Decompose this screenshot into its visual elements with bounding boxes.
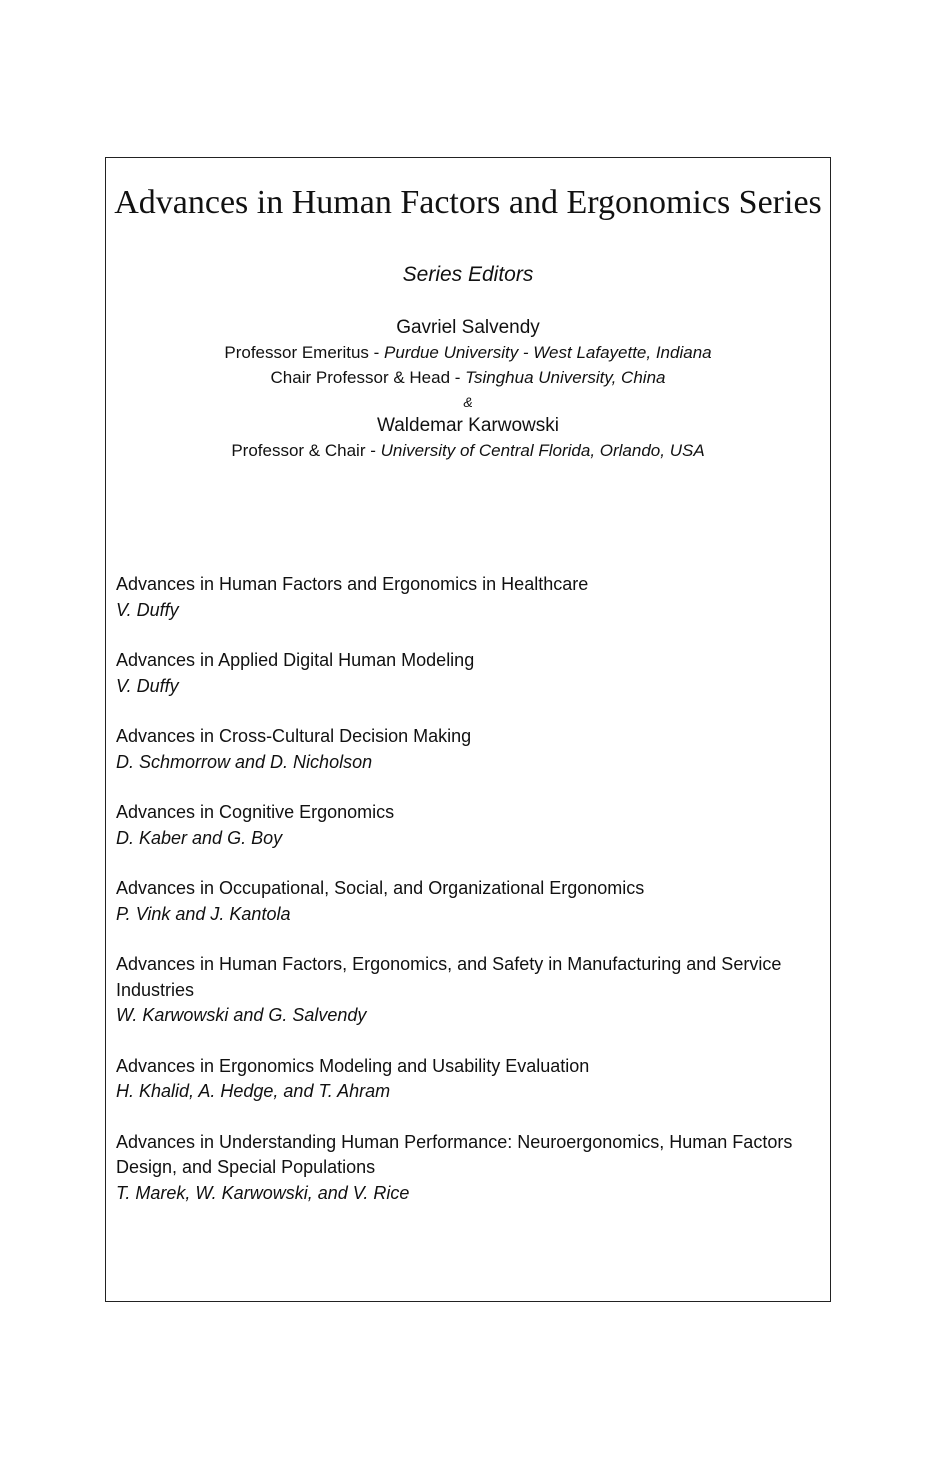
editor-role: Professor & Chair - (231, 441, 381, 460)
editor-affiliation-line (106, 365, 830, 390)
book-entry (116, 800, 816, 851)
book-authors: V. Duffy (116, 675, 179, 696)
book-title: Advances in Cross-Cultural Decision Making (116, 726, 472, 746)
book-entry (116, 724, 816, 775)
book-authors: H. Khalid, A. Hedge, and T. Ahram (116, 1081, 391, 1101)
editor-role: Chair Professor & Head - (270, 368, 466, 387)
book-entry (116, 648, 816, 699)
book-authors: D. Schmorrow and D. Nicholson (116, 751, 373, 772)
editor-affiliation-line (106, 438, 830, 463)
book-entry (116, 572, 816, 623)
editor-name: Waldemar Karwowski (377, 415, 559, 436)
editor-separator: & (463, 394, 473, 410)
editor-institution: University of Central Florida, Orlando, USA (380, 441, 705, 460)
book-authors: D. Kaber and G. Boy (116, 827, 283, 848)
editor-name: Gavriel Salvendy (396, 317, 540, 338)
book-entry (116, 1130, 816, 1207)
book-authors: P. Vink and J. Kantola (116, 903, 291, 924)
book-list (116, 572, 816, 1231)
book-title: Advances in Occupational, Social, and Organizational Ergonomics (116, 878, 645, 898)
book-entry (116, 876, 816, 927)
book-title: Advances in Cognitive Ergonomics (116, 802, 395, 822)
book-entry (116, 952, 816, 1029)
editor-affiliation-line (106, 340, 830, 365)
book-authors: T. Marek, W. Karwowski, and V. Rice (116, 1182, 410, 1203)
page-frame (105, 157, 831, 1302)
series-title: Advances in Human Factors and Ergonomics Series (114, 184, 822, 221)
book-entry (116, 1054, 816, 1105)
editor-role: Professor Emeritus - (224, 343, 385, 362)
book-authors: W. Karwowski and G. Salvendy (116, 1005, 367, 1025)
editor-salvendy (106, 316, 830, 463)
editor-institution: Purdue University - West Lafayette, Indiana (384, 343, 712, 362)
series-editors-heading: Series Editors (402, 263, 534, 286)
editor-institution: Tsinghua University, China (465, 368, 666, 387)
book-title: Advances in Applied Digital Human Modeling (116, 650, 475, 670)
book-authors: V. Duffy (116, 599, 179, 620)
book-title: Advances in Human Factors and Ergonomics in Healthcare (116, 574, 589, 594)
book-title: Advances in Human Factors, Ergonomics, and Safety in Manufacturing and Service Industries (116, 954, 782, 1000)
book-title: Advances in Ergonomics Modeling and Usability Evaluation (116, 1055, 590, 1076)
book-title: Advances in Understanding Human Performance: Neuroergonomics, Human Factors Design, and Special Populations (116, 1131, 793, 1177)
